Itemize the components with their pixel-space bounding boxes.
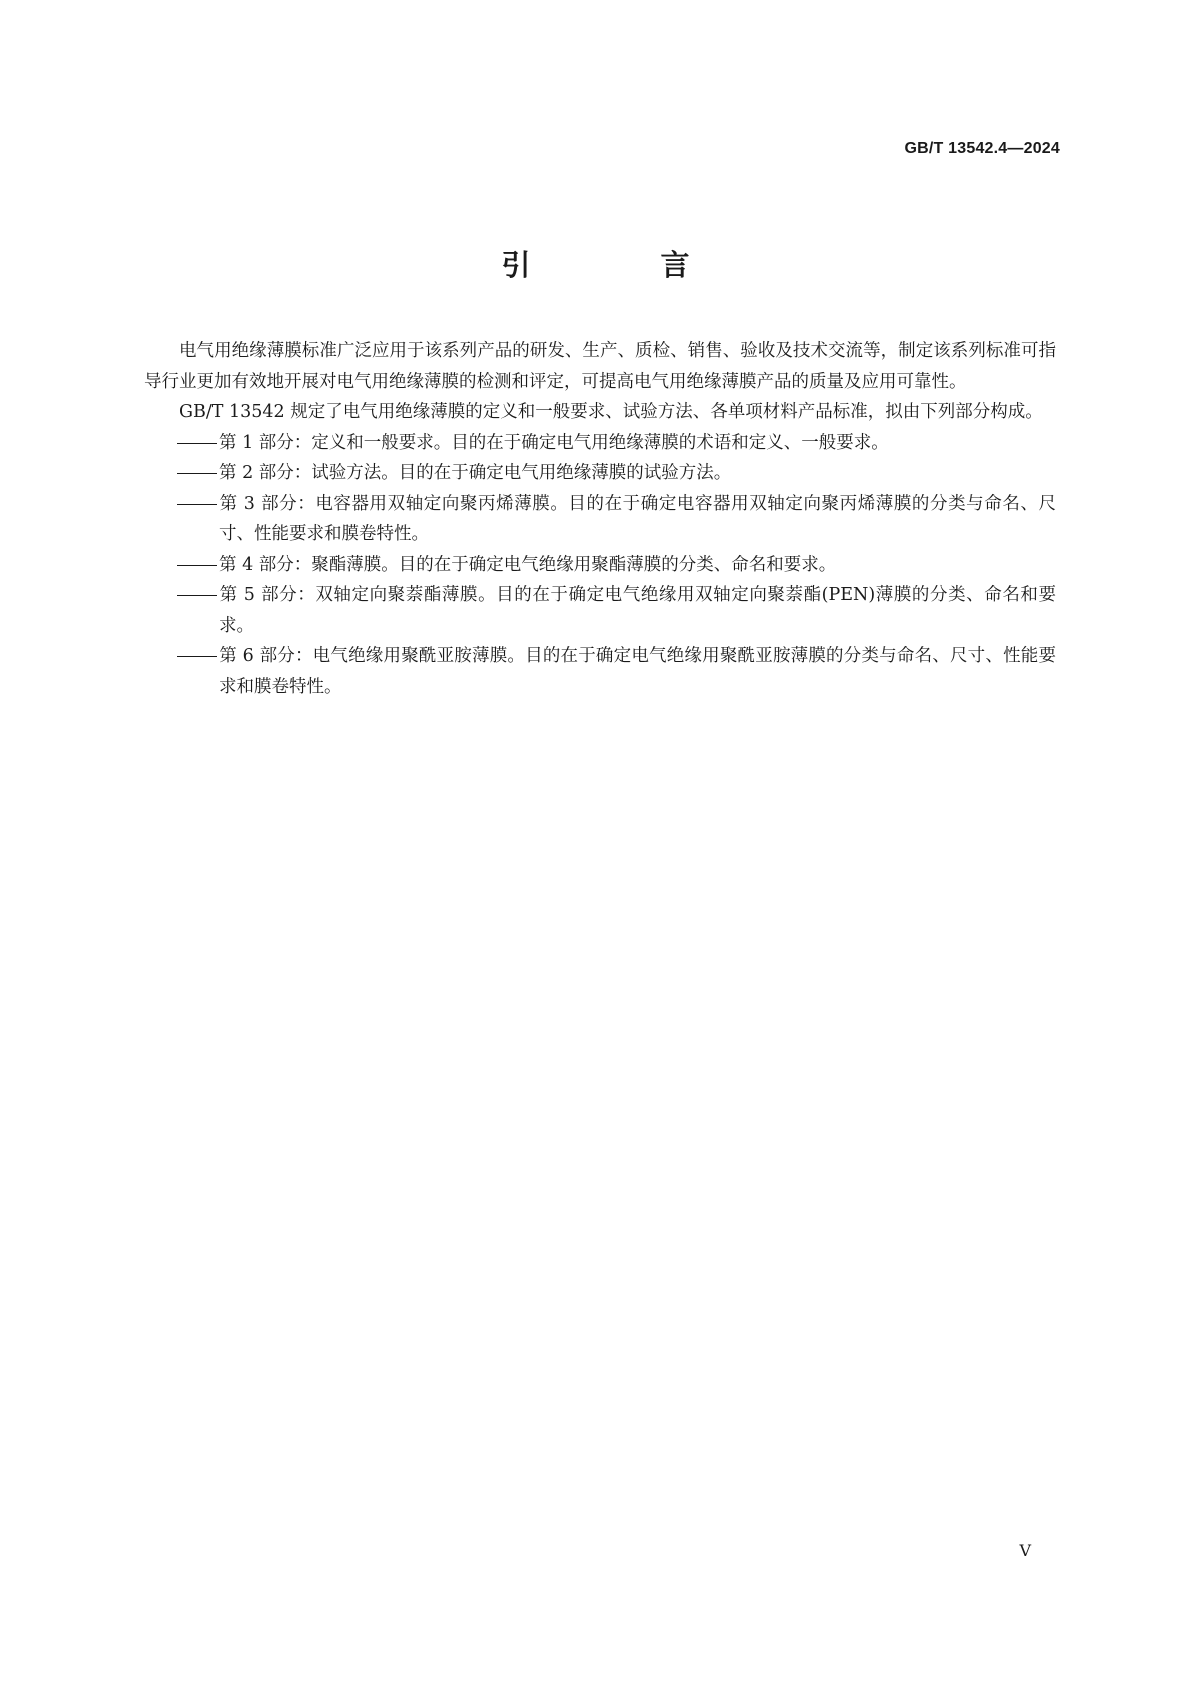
list-item-text: 第 3 部分：电容器用双轴定向聚丙烯薄膜。目的在于确定电容器用双轴定向聚丙烯薄膜的分类与命名、尺寸、性能要求和膜卷特性。	[219, 493, 1056, 544]
page-number: V	[1019, 1541, 1031, 1560]
parts-list	[144, 428, 1056, 703]
list-item	[144, 580, 1056, 641]
list-item-text: 第 2 部分：试验方法。目的在于确定电气用绝缘薄膜的试验方法。	[219, 463, 732, 483]
list-item	[144, 641, 1056, 702]
dash-marker	[177, 565, 217, 566]
list-item-text: 第 5 部分：双轴定向聚萘酯薄膜。目的在于确定电气绝缘用双轴定向聚萘酯(PEN)薄膜的分类、命名和要求。	[219, 585, 1056, 636]
list-item-text: 第 6 部分：电气绝缘用聚酰亚胺薄膜。目的在于确定电气绝缘用聚酰亚胺薄膜的分类与命名、尺寸、性能要求和膜卷特性。	[219, 646, 1056, 697]
list-item	[144, 458, 1056, 489]
list-item	[144, 428, 1056, 459]
list-item-text: 第 1 部分：定义和一般要求。目的在于确定电气用绝缘薄膜的术语和定义、一般要求。	[219, 432, 889, 453]
list-item	[144, 550, 1056, 581]
dash-marker	[177, 504, 217, 505]
list-item-text: 第 4 部分：聚酯薄膜。目的在于确定电气绝缘用聚酯薄膜的分类、命名和要求。	[219, 554, 837, 575]
dash-marker	[177, 595, 217, 596]
page-title: 引 言	[501, 248, 750, 282]
dash-marker	[177, 656, 217, 657]
list-item	[144, 489, 1056, 550]
dash-marker	[177, 443, 217, 444]
intro-paragraph: 电气用绝缘薄膜标准广泛应用于该系列产品的研发、生产、质检、销售、验收及技术交流等，制定该系列标准可指导行业更加有效地开展对电气用绝缘薄膜的检测和评定，可提高电气用绝缘薄膜产品的质量及应用可靠性。	[144, 341, 1056, 392]
document-body	[144, 336, 1056, 702]
dash-marker	[177, 473, 217, 474]
scope-paragraph: GB/T 13542 规定了电气用绝缘薄膜的定义和一般要求、试验方法、各单项材料产品标准，拟由下列部分构成。	[179, 402, 1043, 422]
standard-code: GB/T 13542.4—2024	[904, 140, 1060, 157]
